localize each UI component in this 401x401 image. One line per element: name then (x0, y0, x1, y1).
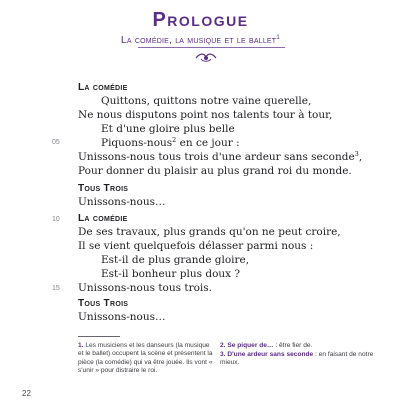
verse-line: Unissons-nous… (78, 196, 166, 208)
speaker-la-comedie: La comédie (78, 82, 128, 93)
footnote-term: D'une ardeur sans seconde (227, 351, 314, 358)
footnote-2 (220, 342, 390, 350)
speaker-la-comedie: La comédie (78, 213, 128, 224)
verse-line: Il se vient quelquefois délasser parmi nous : (78, 240, 314, 252)
footnote-text: : en faisant de notre mieux. (220, 351, 374, 367)
verse-line: Est-il de plus grande gloire, (101, 254, 250, 266)
footnote-text: : être fier de. (273, 342, 313, 349)
footnote-text: Les musiciens et les danseurs (la musique et le ballet) occupent la scène et présentent la pièce (la comédie) qui va être jouée. Ils vont « s'unir » pour distraire le roi. (78, 342, 213, 374)
verse-line: Unissons-nous tous trois. (78, 282, 213, 294)
prologue-subtitle (0, 34, 401, 46)
verse-line (78, 151, 362, 164)
verse-number: 15 (52, 285, 60, 292)
speaker-tous-trois: Tous Trois (78, 298, 129, 309)
verse-text: Unissons-nous tous trois d'une ardeur sans seconde (78, 151, 355, 163)
footnote-3 (220, 351, 390, 368)
verse-line: De ses travaux, plus grands qu'on ne peut croire, (78, 226, 341, 238)
footnote-number: 3. (220, 351, 226, 358)
footnote-rule (78, 336, 120, 337)
subtitle-note-ref: 1 (276, 34, 281, 41)
speaker-tous-trois: Tous Trois (78, 183, 129, 194)
prologue-title: Prologue (152, 9, 249, 31)
verse-line: Pour donner du plaisir au plus grand roi du monde. (78, 165, 352, 177)
footnote-number: 1. (78, 342, 84, 349)
note-ref: 2 (172, 136, 177, 144)
footnote-1 (78, 342, 216, 375)
verse-line: Et d'une gloire plus belle (101, 123, 235, 135)
page-number: 22 (22, 389, 31, 398)
verse-line: Est-il bonheur plus doux ? (101, 268, 241, 280)
verse-text-rest: en ce jour : (176, 137, 240, 149)
fleuron-ornament-icon (194, 51, 218, 63)
verse-line: Unissons-nous… (78, 311, 166, 323)
verse-text-rest: , (358, 151, 363, 163)
footnote-term: Se piquer de… (227, 342, 274, 349)
note-ref: 3 (354, 150, 359, 158)
verse-line: Quittons, quittons notre vaine querelle, (101, 95, 312, 107)
footnote-number: 2. (220, 342, 226, 349)
verse-line: Ne nous disputons point nos talents tour à tour, (78, 109, 333, 121)
subtitle-underline (138, 47, 285, 48)
verse-line (101, 137, 240, 150)
verse-number: 05 (52, 139, 60, 146)
verse-number: 10 (52, 216, 60, 223)
verse-text: Piquons-nous (101, 137, 173, 149)
subtitle-text: La comédie, la musique et le ballet (120, 34, 277, 46)
